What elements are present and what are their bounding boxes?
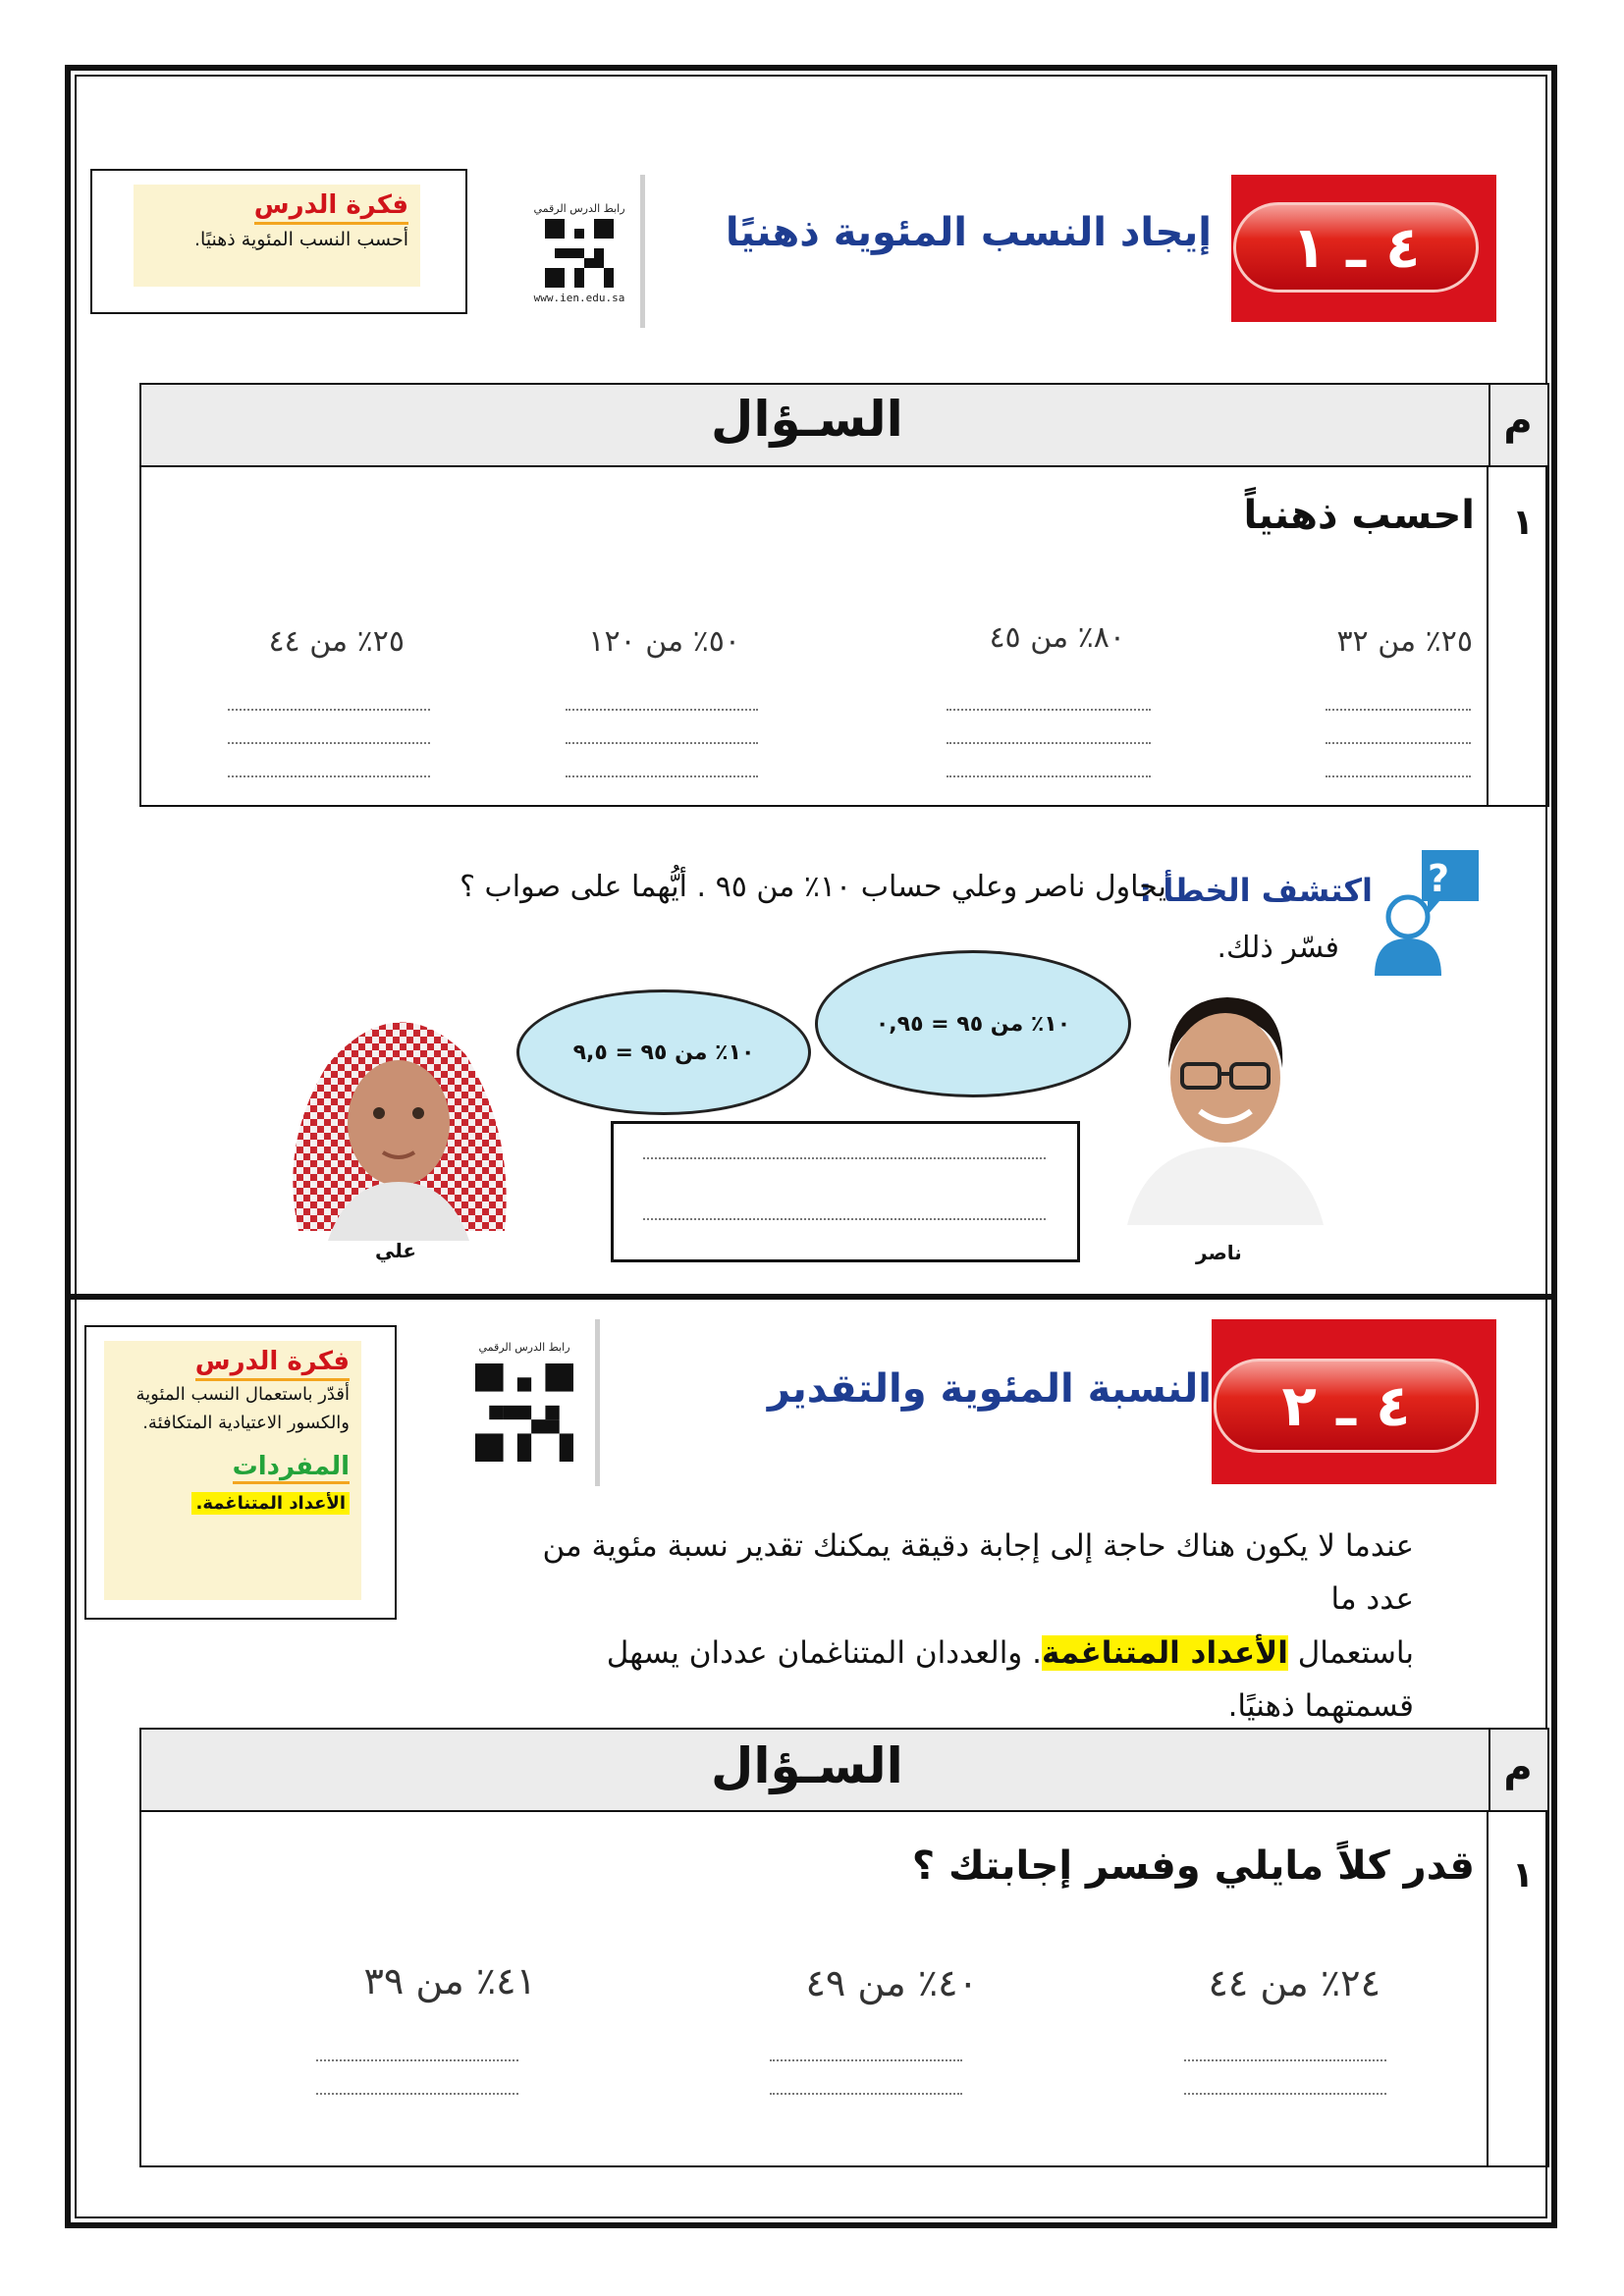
col-question-label: السـؤال bbox=[711, 1737, 903, 1794]
col-m-label: م bbox=[1503, 1745, 1533, 1790]
lesson1-badge bbox=[1231, 175, 1496, 322]
ali-speech-text: ١٠٪ من ٩٥ = ٩,٥ bbox=[572, 1040, 755, 1065]
answer-line[interactable] bbox=[1184, 2093, 1386, 2095]
error-text-2: فسّر ذلك. bbox=[1217, 931, 1339, 965]
answer-line[interactable] bbox=[316, 2093, 518, 2095]
lesson1-qr[interactable] bbox=[520, 202, 638, 340]
item-2: ٨٠٪ من ٤٥ bbox=[989, 620, 1125, 655]
item-1: ٢٥٪ من ٣٢ bbox=[1336, 624, 1473, 659]
error-answer-box[interactable] bbox=[611, 1121, 1080, 1262]
qr-separator bbox=[640, 175, 645, 328]
answer-line[interactable] bbox=[1184, 2059, 1386, 2061]
question-number: ١ bbox=[1512, 1855, 1534, 1896]
ali-speech-bubble bbox=[516, 989, 811, 1115]
item-1: ٢٤٪ من ٤٤ bbox=[1208, 1961, 1380, 2004]
table-header bbox=[141, 385, 1547, 467]
svg-text:?: ? bbox=[1427, 857, 1449, 900]
answer-line[interactable] bbox=[643, 1218, 1046, 1220]
qr-caption: رابط الدرس الرقمي bbox=[478, 1341, 570, 1354]
nasser-speech-text: ١٠٪ من ٩٥ = ٠,٩٥ bbox=[875, 1011, 1071, 1037]
lesson1-title: إيجاد النسب المئوية ذهنيًا bbox=[725, 210, 1212, 255]
item-4: ٢٥٪ من ٤٤ bbox=[268, 624, 405, 659]
question-person-icon bbox=[1371, 846, 1485, 980]
error-text: يحاول ناصر وعلي حساب ١٠٪ من ٩٥ . أيُّهما على صواب ؟ bbox=[460, 870, 1166, 904]
question-number: ١ bbox=[1512, 503, 1534, 543]
highlight-term: الأعداد المتناغمة bbox=[1042, 1634, 1288, 1671]
idea-text: أحسب النسب المئوية ذهنيًا. bbox=[193, 229, 408, 250]
question-text: قدر كلاً مايلي وفسر إجابتك ؟ bbox=[911, 1843, 1475, 1889]
section-divider bbox=[69, 1294, 1553, 1300]
lesson1-question-table bbox=[139, 383, 1549, 807]
lesson2-qr[interactable] bbox=[465, 1341, 583, 1478]
lesson2-number: ٤ ـ ٢ bbox=[1214, 1359, 1479, 1453]
nasser-speech-bubble bbox=[815, 950, 1131, 1097]
qr-code-icon bbox=[545, 219, 614, 288]
col-question-label: السـؤال bbox=[711, 391, 903, 448]
answer-line[interactable] bbox=[566, 709, 758, 711]
answer-line[interactable] bbox=[1326, 775, 1471, 777]
table-header bbox=[141, 1730, 1547, 1812]
item-2: ٤٠٪ من ٤٩ bbox=[805, 1961, 978, 2004]
lesson2-question-table bbox=[139, 1728, 1549, 2167]
intro-paragraph bbox=[511, 1520, 1414, 1733]
answer-line[interactable] bbox=[643, 1157, 1046, 1159]
lesson2-idea-box bbox=[84, 1325, 397, 1620]
lesson2-title: النسبة المئوية والتقدير bbox=[767, 1366, 1212, 1412]
answer-line[interactable] bbox=[947, 742, 1151, 744]
intro-line-2: باستعمال الأعداد المتناغمة. والعددان المتناغمان عددان يسهل قسمتهما ذهنيًا. bbox=[606, 1634, 1414, 1724]
ali-photo bbox=[269, 995, 524, 1241]
lesson1-idea-box bbox=[90, 169, 467, 314]
vocab-title: المفردات bbox=[233, 1452, 350, 1484]
answer-line[interactable] bbox=[566, 775, 758, 777]
item-3: ٥٠٪ من ١٢٠ bbox=[588, 624, 740, 659]
nasser-name: ناصر bbox=[1196, 1241, 1242, 1264]
qr-url[interactable]: www.ien.edu.sa bbox=[533, 292, 625, 304]
answer-line[interactable] bbox=[228, 742, 430, 744]
item-3: ٤١٪ من ٣٩ bbox=[363, 1959, 536, 2002]
answer-line[interactable] bbox=[947, 709, 1151, 711]
answer-line[interactable] bbox=[228, 709, 430, 711]
answer-line[interactable] bbox=[1326, 742, 1471, 744]
qr-caption: رابط الدرس الرقمي bbox=[533, 202, 625, 215]
ali-name: علي bbox=[375, 1239, 417, 1262]
answer-line[interactable] bbox=[228, 775, 430, 777]
idea-text: أقدّر باستعمال النسب المئوية والكسور الاعتيادية المتكافئة. bbox=[135, 1384, 350, 1433]
idea-title: فكرة الدرس bbox=[195, 1347, 350, 1381]
nasser-photo bbox=[1100, 980, 1345, 1225]
qr-separator bbox=[595, 1319, 600, 1486]
vocab-item: الأعداد المتناغمة. bbox=[191, 1492, 350, 1515]
col-m-label: م bbox=[1503, 399, 1533, 444]
answer-line[interactable] bbox=[770, 2059, 962, 2061]
answer-line[interactable] bbox=[1326, 709, 1471, 711]
question-text: احسب ذهنياً bbox=[1243, 493, 1475, 538]
answer-line[interactable] bbox=[566, 742, 758, 744]
answer-line[interactable] bbox=[770, 2093, 962, 2095]
lesson1-number: ٤ ـ ١ bbox=[1233, 202, 1479, 293]
intro-line-1: عندما لا يكون هناك حاجة إلى إجابة دقيقة يمكنك تقدير نسبة مئوية من عدد ما bbox=[542, 1528, 1414, 1618]
idea-title: فكرة الدرس bbox=[254, 190, 408, 225]
answer-line[interactable] bbox=[316, 2059, 518, 2061]
lesson2-badge bbox=[1212, 1319, 1496, 1484]
answer-line[interactable] bbox=[947, 775, 1151, 777]
error-title: اكتشف الخطأ : bbox=[1139, 872, 1373, 909]
qr-code-icon bbox=[475, 1360, 573, 1466]
